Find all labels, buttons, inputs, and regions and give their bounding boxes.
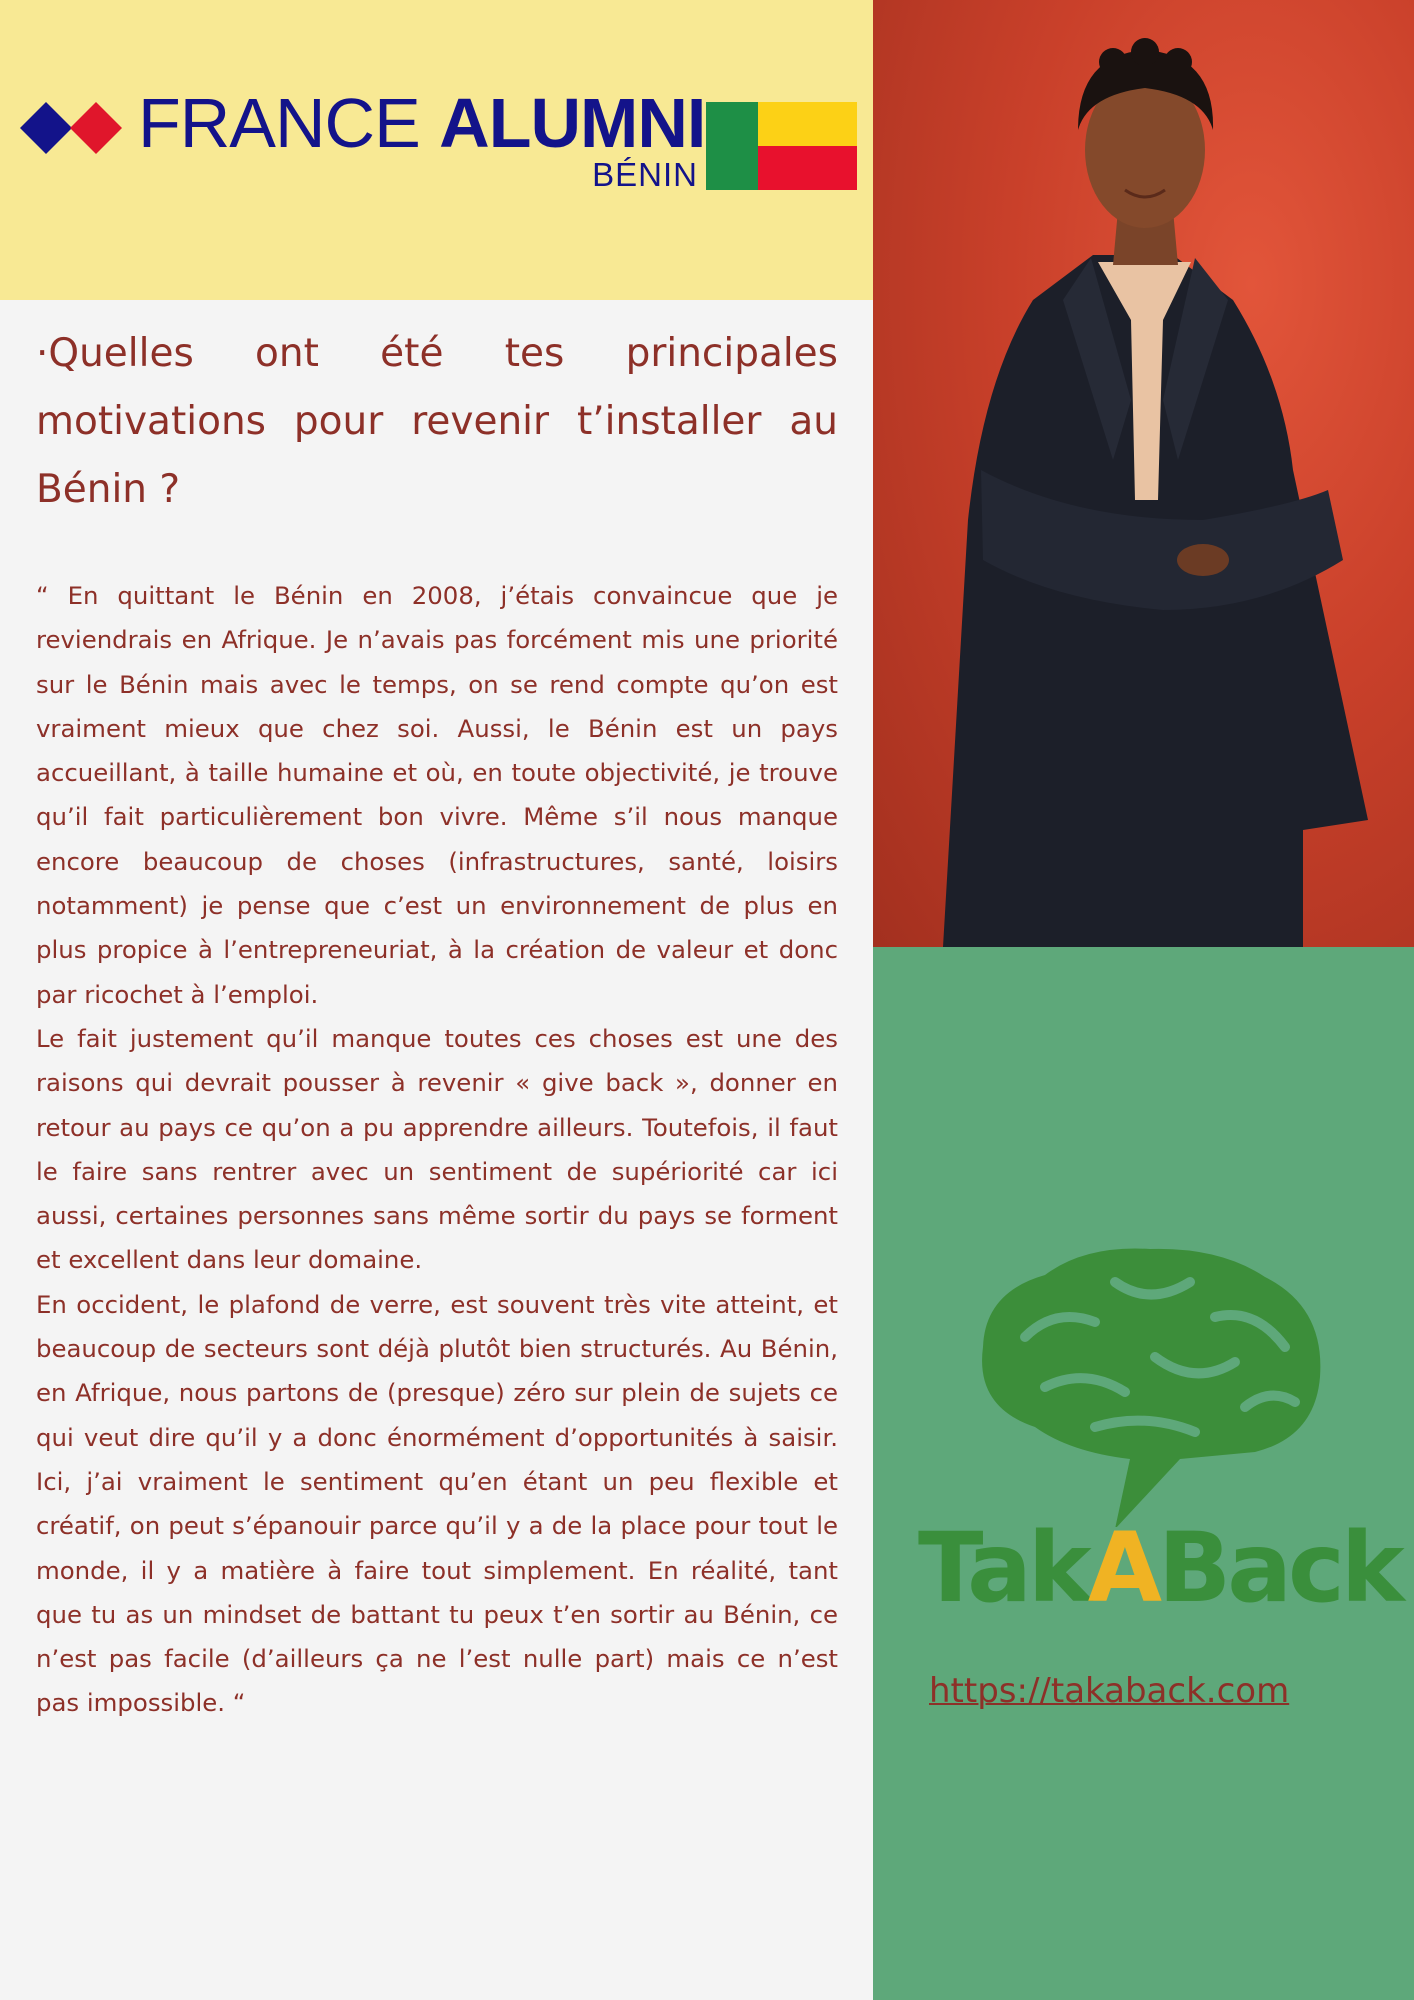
sponsor-panel — [873, 947, 1414, 2000]
article-paragraph: Le fait justement qu’il manque toutes ces choses est une des raisons qui devrait pousser à revenir « give back », donner en retour au pays ce qu’on a pu apprendre ailleurs. Toutefois, il faut le faire sans rentrer avec un sentiment de supériorité car ici aussi, certaines personnes sans même sortir du pays se forment et excellent dans leur domaine. — [36, 1023, 838, 1275]
header-logo-panel — [0, 0, 873, 300]
brand-subtitle: BÉNIN — [592, 156, 698, 193]
benin-flag-icon — [706, 102, 857, 190]
brain-icon — [965, 1237, 1335, 1527]
portrait-photo — [873, 0, 1414, 947]
article-paragraph: En occident, le plafond de verre, est souvent très vite atteint, et beaucoup de secteurs sont déjà plutôt bien structurés. Au Bénin, en Afrique, nous partons de (presque) zéro sur plein de sujets ce qui veut dire qu’il y a donc énormément d’opportunités à saisir. Ici, j’ai vraiment le sentiment qu’en étant un peu flexible et créatif, on peut s’épanouir parce qu’il y a de la place pour tout le monde, il y a matière à faire tout simplement. En réalité, tant que tu as un mindset de battant tu peux t’en sortir au Bénin, ce n’est pas facile (d’ailleurs ça ne l’est nulle part) mais ce n’est pas impossible. “ — [36, 1289, 838, 1718]
article-body — [36, 574, 838, 1726]
brand-word-alumni: ALUMNI — [439, 84, 706, 162]
diamond-logo-icon — [20, 100, 124, 156]
portrait-illustration — [873, 0, 1414, 947]
article-paragraph: “ En quittant le Bénin en 2008, j’étais convaincue que je reviendrais en Afrique. Je n’avais pas forcément mis une priorité sur le Bénin mais avec le temps, on se rend compte qu’on est vraiment mieux que chez soi. Aussi, le Bénin est un pays accueillant, à taille humaine et où, en toute objectivité, je trouve qu’il fait particulièrement bon vivre. Même s’il nous manque encore beaucoup de choses (infrastructures, santé, loisirs notamment) je pense que c’est un environnement de plus en plus propice à l’entrepreneuriat, à la création de valeur et donc par ricochet à l’emploi. — [36, 581, 838, 1009]
takaback-website-link[interactable]: https://takaback.com — [929, 1671, 1290, 1711]
takaback-logo-part: Tak — [918, 1512, 1088, 1624]
takaback-logo-accent: A — [1087, 1512, 1159, 1624]
brand-word-france: FRANCE — [138, 84, 420, 162]
article-question: ·Quelles ont été tes principales motivations pour revenir t’installer au Bénin ? — [36, 331, 838, 512]
takaback-logo-text — [918, 1512, 1401, 1624]
takaback-logo-part: Back — [1158, 1512, 1401, 1624]
brand-name — [138, 84, 706, 162]
